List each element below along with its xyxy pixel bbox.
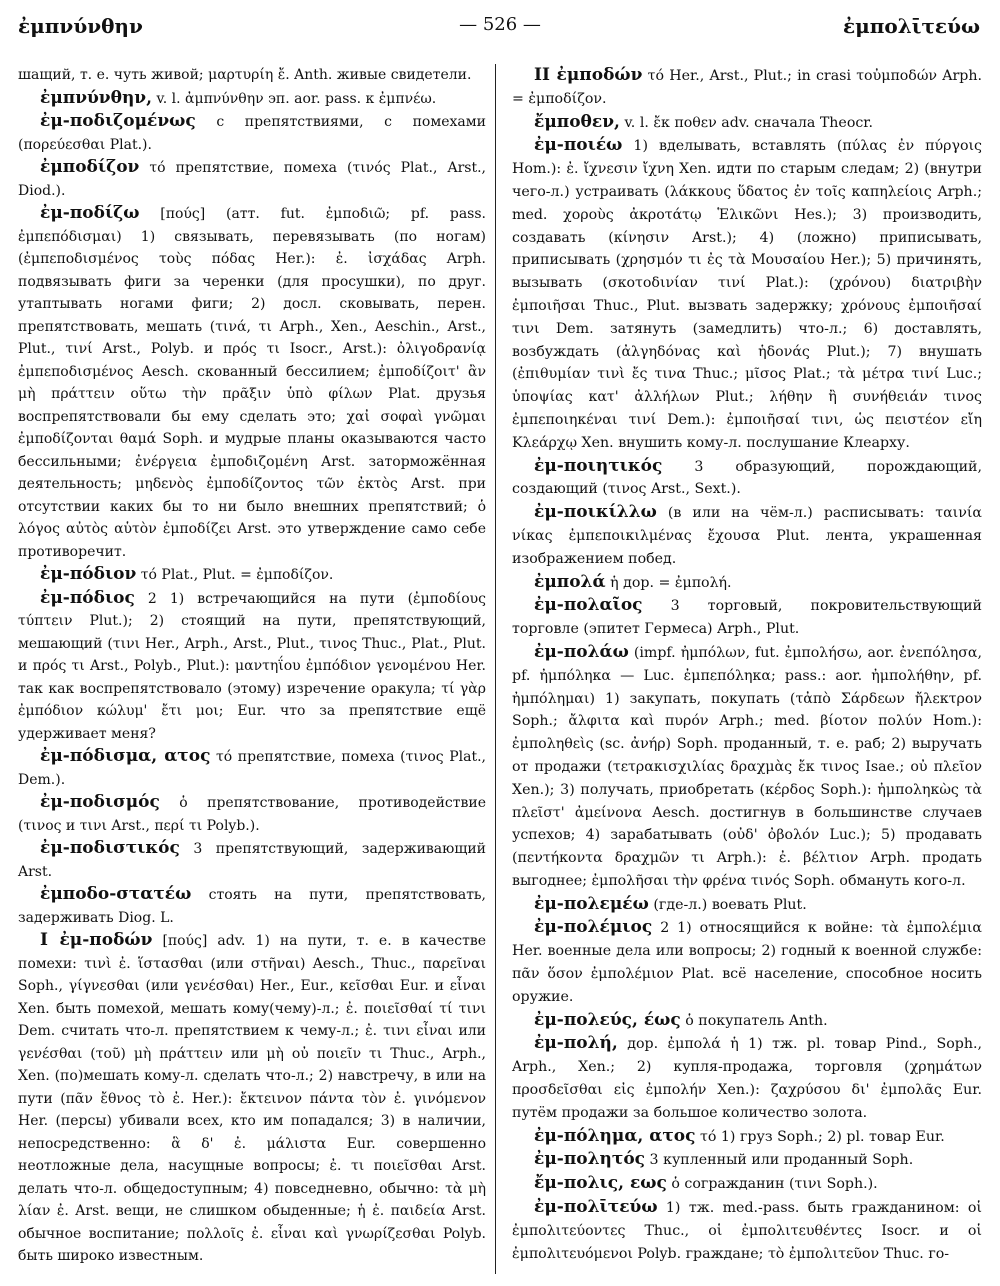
entry-headword: ἐμ-πολητός <box>534 1149 646 1170</box>
dictionary-entry <box>18 156 486 202</box>
entry-definition: 2 1) встречающийся на пути (ἐμποδίους τύπτειν Plut.); 2) стоящий на пути, препятствующий, мешающий (τινι Her., Arph., Arst., Plut., τινος Thuc., Plat., Plut. и πρός τι Arst., Polyb., Plut.): μαντηΐου ἐμπόδιον γενομένου Her. так как воспрепятствовало (этому) изречение оракула; τί γὰρ ἐμπόδιον κώλυμ' ἔτι μοι; Eur. что за препятствие ещё удерживает меня? <box>18 590 486 742</box>
dictionary-entry <box>512 1172 982 1196</box>
dictionary-entry <box>18 563 486 587</box>
entry-definition: ὁ покупатель Anth. <box>685 1012 828 1029</box>
entry-headword: II ἐμποδών <box>534 65 643 85</box>
entry-headword: ἐμ-ποιητικός <box>534 455 663 476</box>
page-header <box>0 0 1000 50</box>
dictionary-entry <box>512 111 982 135</box>
dictionary-entry <box>512 134 982 454</box>
entry-definition: 2 1) относящийся к войне: τὰ ἐμπολέμια Her. военные дела или вопросы; 2) годный к военной службе: πᾶν ὅσον ἐμπολέμιον Plat. всё население, способное носить оружие. <box>512 920 983 1005</box>
entry-headword: ἐμ-πόδιος <box>40 587 135 608</box>
entry-definition: с препятствиями, с помехами (πορεύεσθαι Plat.). <box>18 114 486 153</box>
running-head-right: ἐμπολῑτεύω <box>842 14 980 38</box>
entry-definition: 3 торговый, покровительствующий торговле (эпитет Гермеса) Arph., Plut. <box>512 598 982 638</box>
dictionary-entry <box>512 1148 982 1172</box>
entry-definition: (где-л.) воевать Plut. <box>653 896 807 913</box>
entry-definition: стоять на пути, препятствовать, задерживать Diog. L. <box>18 887 487 926</box>
entry-headword: ἐμ-ποικίλλω <box>534 502 657 523</box>
dictionary-entry <box>18 87 486 111</box>
entry-definition: [πούς] (атт. fut. ἐμποδιῶ; pf. pass. ἐμπεπόδισμαι) 1) связывать, перевязывать (по ногам) (ἐμπεποδισμένος τοὺς πόδας Her.): ἐ. ἰσχάδας Arph. подвязывать фиги за черенки (для просушки), по друг. утаптывать ногами фиги; 2) досл. сковывать, перен. препятствовать, мешать (τινά, τι Arph., Xen., Aeschin., Arst., Plut., τινί Arst., Polyb. и πρός τι Isocr., Arst.): ὀλιγοδρανίᾳ ἐμπεποδισμένος Aesch. скованный бессилием; ἐμποδίζοιτ' ἂν μὴ πράττειν οὕτω τὴν πρᾶξιν ὑπὸ φίλων Plat. друзья воспрепятствовали бы ему сделать это; χαἰ σοφαὶ γνῶμαι ἐμποδίζονται θαμά Soph. и мудрые планы оказываются часто бессильными; ἐνέργεια ἐμποδιζομένη Arst. заторможённая деятельность; μηδενὸς ἐμποδίζοντος τῶν ἐκτὸς Arst. при отсутствии каких бы то ни было внешних препятствий; ὁ λόγος αὐτὸς αὑτὸν ἐμποδίζει Arst. это утверждение само себе противоречит. <box>18 206 486 560</box>
entry-definition: v. l. ἔκ ποθεν adv. сначала Theocr. <box>624 114 874 131</box>
entry-headword: ἐμ-ποδίζω <box>40 203 140 223</box>
entry-headword: ἐμ-ποδιστικός <box>40 838 180 858</box>
dictionary-entry <box>512 455 982 502</box>
dictionary-entry <box>512 594 982 641</box>
entry-headword: ἐμπολά <box>534 571 606 592</box>
dictionary-entry <box>18 837 486 883</box>
entry-definition: τό 1) груз Soph.; 2) pl. товар Eur. <box>699 1128 945 1145</box>
entry-definition: v. l. ἀμπνύνθην эп. aor. pass. к ἐμπνέω. <box>156 90 437 107</box>
entry-definition: шащий, т. е. чуть живой; μαρτυρίη ἔ. Anth. живые свидетели. <box>18 67 472 83</box>
entry-definition: [πούς] adv. 1) на пути, т. е. в качестве помехи: τινὶ ἐ. ἵστασθαι (или στῆναι) Aesch., Thuc., παρεῖναι Soph., γίγνεσθαι (или γενέσθαι) Her., Eur., κεῖσθαι Eur. и εἶναι Xen. быть помехой, мешать кому(чему)-л.; ἐ. ποιεῖσθαί τί τινι Dem. считать что-л. препятствием к чему-л.; ἐ. τινι εἶναι или γενέσθαι (τοῦ) μὴ πράττειν или μὴ οὐ ποιεῖν τι Thuc., Arph., Xen. (по)мешать кому-л. сделать что-л.; 2) навстречу, в или на пути (πᾶν ἔθνος τὸ ἐ. Her.): ἔκτεινον πάντα τὸν ἐ. γινόμενον Her. (персы) убивали всех, кто им попадался; 3) в наличии, непосредственно: ἃ δ' ἐ. μάλιστα Eur. совершенно неотложные дела, насущные вопросы; ἐ. τι ποιεῖσθαι Arst. делать что-л. общедоступным; 4) повседневно, обычно: τὰ μὴ λίαν ἐ. Arst. вещи, не слишком обыденные; ἡ ἐ. παιδεία Arst. обычное воспитание; πολλοῖς ἐ. εἶναι καὶ γνωρίζεσθαι Polyb. быть широко известным. <box>18 933 487 1264</box>
entry-headword: ἐμ-πολάω <box>534 641 629 662</box>
running-head-left: ἐμπνύνθην <box>18 14 143 38</box>
entry-definition: ὁ препятствование, противодействие (τινος и τινι Arst., περί τι Polyb.). <box>18 795 486 834</box>
dictionary-entry <box>18 202 486 563</box>
entry-definition: 1) вделывать, вставлять (πύλας ἐν πύργοις Hom.): ἐ. ἴχνεσιν ἴχνη Xen. идти по старым следам; 2) (внутри чего-л.) устраивать (λάκκους ὕδατος ἐν τοῖς καπηλείοις Arph.; med. χοροὺς ἀκροτάτῳ Ἑλικῶνι Hes.); 3) производить, создавать (κίνησιν Arst.); 4) (ложно) приписывать, приписывать (χρησμόν τι ἐς τὰ Μουσαίου Her.); 5) причинять, вызывать (σκοτοδινίαν τινί Plat.): (χρόνου) διατριβὴν ἐμποιῆσαι Thuc., Plut. вызвать задержку; χρόνους ἐμποιῆσαί τινι Dem. затянуть (замедлить) что-л.; 6) доставлять, возбуждать (ἀλγηδόνας καὶ ἡδονάς Plut.); 7) внушать (ἐπιθυμίαν τινὶ ἔς τινα Thuc.; μῖσος Plat.; τὰ μέτρα τινί Luc.; ὑποψίας κατ' ἀλλήλων Plut.; λήθην ἢ συνήθειάν τινος ἐμπεποιηκέναι τινί Dem.): ἐμποιῆσαί τινι, ὡς πειστέον εἴη Κλεάρχῳ Xen. внушить кому-л. послушание Клеарху. <box>512 138 982 451</box>
entry-definition: 3 препятствующий, задерживающий Arst. <box>18 841 486 880</box>
entry-definition: 3 образующий, порождающий, создающий (τινος Arst., Sext.). <box>512 458 982 498</box>
page-number: — 526 — <box>459 14 541 35</box>
dictionary-entry <box>18 929 486 1268</box>
entry-definition: дор. ἐμπολά ἡ 1) тж. pl. товар Pind., Soph., Arph., Xen.; 2) купля-продажа, торговля (χρημάτων προσδεῖσθαι εἰς ἐμπολήν Xen.): ζαχρύσου δι' ἐμπολᾶς Eur. путём продажи за большое количество золота. <box>512 1036 983 1121</box>
entry-headword: ἐμποδίζον <box>40 157 140 177</box>
right-column <box>512 64 982 1265</box>
entry-definition: τό Plat., Plut. = ἐμποδίζον. <box>140 567 334 583</box>
dictionary-entry <box>18 110 486 156</box>
dictionary-entry <box>18 745 486 791</box>
dictionary-entry <box>512 893 982 917</box>
entry-definition: ὁ согражданин (τινι Soph.). <box>671 1176 878 1193</box>
entry-headword: ἐμ-πολεμέω <box>534 893 649 914</box>
entry-headword: ἐμ-πόλημα, ατος <box>534 1125 696 1146</box>
dictionary-entry <box>512 1125 982 1149</box>
entry-definition: (в или на чём-л.) расписывать: ταινία νίκας ἐμπεποικιλμένας ἔχουσα Plut. лента, украшенная изображением побед. <box>512 505 982 567</box>
dictionary-entry <box>18 587 486 746</box>
dictionary-entry <box>512 64 982 111</box>
entry-definition: τό Her., Arst., Plut.; in crasi τοὐμποδών Arph. = ἐμποδίζον. <box>512 68 983 107</box>
entry-headword: ἐμ-πόδισμα, ατος <box>40 746 211 766</box>
entry-definition: (impf. ἠμπόλων, fut. ἐμπολήσω, aor. ἐνεπόλησα, pf. ἠμπόληκα — Luc. ἐμπεπόληκα; pass.: aor. ἠμπολήθην, pf. ἠμπόλημαι) 1) закупать, покупать (τἀπὸ Σάρδεων ἤλεκτρον Soph.; ἄλφιτα καὶ πυρόν Arph.; med. βίοτον πολύν Hom.): ἐμποληθεὶς (sc. ἀνήρ) Soph. проданный, т. е. раб; 2) выручать от продажи (τετρακισχιλίας δραχμὰς ἔκ τινος Isae.; οὐ πλεῖον Xen.); 3) получать, приобретать (κέρδος Soph.): ἠμποληκὼς τὰ πλεῖστ' ἀμείνονα Aesch. достигнув в большинстве случаев успехов; 4) зарабатывать (οὐδ' ὀβολόν Luc.); 5) продавать (πεντήκοντα δραχμῶν τι Arph.): ἐ. βέλτιον Arph. продать выгоднее; ἐμπολῆσαι τὴν φρένα τινός Soph. обмануть кого-л. <box>512 644 983 889</box>
column-divider <box>495 64 496 1274</box>
dictionary-entry <box>512 1009 982 1033</box>
entry-headword: ἐμ-πόδιον <box>40 564 137 584</box>
entry-headword: ἐμ-πολαῖος <box>534 595 643 616</box>
dictionary-entry <box>18 883 486 929</box>
entry-headword: ἔμ-πολις, εως <box>534 1173 667 1194</box>
dictionary-entry <box>18 64 486 87</box>
dictionary-entry <box>18 791 486 837</box>
dictionary-entry <box>512 571 982 595</box>
entry-headword: ἐμ-ποιέω <box>534 135 623 156</box>
entry-headword: ἐμ-πολή, <box>534 1033 618 1054</box>
entry-headword: I ἐμ-ποδών <box>40 930 153 950</box>
entry-headword: ἐμ-ποδιζομένως <box>40 111 196 131</box>
dictionary-entry <box>512 641 982 893</box>
entry-definition: 3 купленный или проданный Soph. <box>649 1152 914 1169</box>
left-column <box>18 64 486 1268</box>
entry-headword: ἐμ-πολέμιος <box>534 917 653 938</box>
dictionary-entry <box>512 1032 982 1124</box>
entry-headword: ἐμ-ποδισμός <box>40 792 160 812</box>
entry-headword: ἐμ-πολῑτεύω <box>534 1197 658 1218</box>
entry-headword: ἐμ-πολεύς, έως <box>534 1009 681 1030</box>
entry-headword: ἐμποδο-στατέω <box>40 884 192 904</box>
entry-headword: ἔμποθεν, <box>534 111 620 132</box>
entry-headword: ἐμπνύνθην, <box>40 87 153 108</box>
entry-definition: 1) тж. med.-pass. быть гражданином: οἱ ἐμπολιτεύοντες Thuc., οἱ ἐμπολιτευθέντες Isocr. и οἱ ἐμπολιτευόμενοι Polyb. граждане; τὸ ἐμπολιτεῦον Thuc. го- <box>512 1200 982 1262</box>
entry-definition: τό препятствие, помеха (τινός Plat., Arst., Diod.). <box>18 160 486 199</box>
dictionary-entry <box>512 1196 982 1265</box>
dictionary-entry <box>512 501 982 570</box>
dictionary-entry <box>512 916 982 1008</box>
entry-definition: τό препятствие, помеха (τινος Plat., Dem.). <box>18 749 487 788</box>
entry-definition: ἡ дор. = ἐμπολή. <box>610 574 732 591</box>
